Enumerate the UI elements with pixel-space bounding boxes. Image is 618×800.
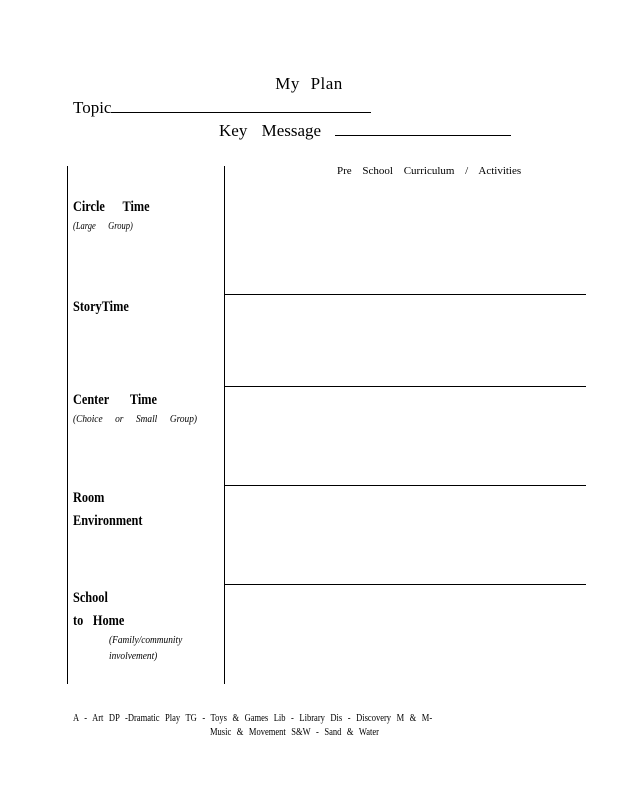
cell-room-environment[interactable]: [226, 487, 586, 583]
row-sub-involvement: involvement): [109, 650, 158, 662]
cell-storytime[interactable]: [226, 296, 586, 385]
row-label-to-home: to Home: [73, 613, 125, 629]
cell-center-time[interactable]: [226, 388, 586, 484]
topic-label: Topic: [73, 98, 112, 117]
topic-field: [73, 98, 371, 118]
row-divider: [224, 485, 586, 486]
row-label-storytime: StoryTime: [73, 299, 129, 315]
row-divider: [224, 386, 586, 387]
key-message-blank-line[interactable]: [335, 121, 511, 136]
row-label-circle-time: Circle Time: [73, 199, 150, 215]
table-left-border: [67, 166, 68, 684]
cell-school-to-home[interactable]: [226, 586, 586, 684]
page-title: My Plan: [275, 74, 343, 93]
row-label-room: Room: [73, 490, 105, 506]
row-divider: [224, 584, 586, 585]
legend-line-2: Music & Movement S&W - Sand & Water: [210, 727, 379, 738]
row-label-center-time: Center Time: [73, 392, 157, 408]
row-sub-center-time: (Choice or Small Group): [73, 413, 198, 425]
key-message-label: Key Message: [219, 121, 322, 140]
row-sub-family: (Family/community: [109, 634, 183, 646]
row-sub-circle-time: (Large Group): [73, 221, 133, 232]
cell-circle-time[interactable]: [226, 192, 586, 293]
row-divider: [224, 294, 586, 295]
row-label-environment: Environment: [73, 513, 143, 529]
row-label-school: School: [73, 590, 108, 606]
table-column-divider: [224, 166, 225, 684]
topic-blank-line[interactable]: [111, 98, 371, 113]
key-message-field: [219, 121, 511, 141]
legend-line-1: A - Art DP -Dramatic Play TG - Toys & Games Lib - Library Dis - Discovery M & M-: [73, 713, 433, 724]
column-header: Pre School Curriculum / Activities: [337, 165, 522, 177]
